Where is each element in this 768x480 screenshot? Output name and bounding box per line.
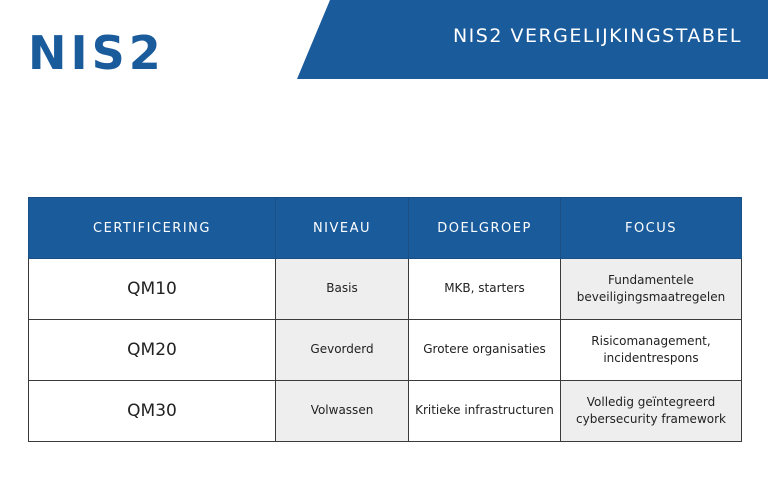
cell-focus-line: Volledig geïntegreerd (586, 394, 716, 409)
cell-niveau: Basis (276, 259, 409, 320)
cell-focus-line: incidentrespons (603, 351, 699, 365)
cell-certificering: QM20 (29, 320, 276, 381)
cell-focus (561, 381, 742, 442)
column-header-niveau: NIVEAU (276, 198, 409, 259)
column-header-focus: FOCUS (561, 198, 742, 259)
column-header-doelgroep: DOELGROEP (409, 198, 561, 259)
page-title: NIS2 VERGELIJKINGSTABEL (452, 25, 742, 47)
cell-focus-line: cybersecurity framework (576, 412, 726, 426)
cell-focus (561, 320, 742, 381)
cell-niveau: Volwassen (276, 381, 409, 442)
cell-doelgroep: Kritieke infrastructuren (409, 381, 561, 442)
cell-certificering: QM10 (29, 259, 276, 320)
cell-focus (561, 259, 742, 320)
cell-niveau: Gevorderd (276, 320, 409, 381)
cell-doelgroep: MKB, starters (409, 259, 561, 320)
cell-focus-line: Fundamentele (608, 272, 694, 287)
cell-certificering: QM30 (29, 381, 276, 442)
table-row (29, 259, 742, 320)
cell-focus-line: beveiligingsmaatregelen (576, 290, 726, 304)
cell-doelgroep: Grotere organisaties (409, 320, 561, 381)
table-row (29, 320, 742, 381)
logo-text: NIS2 (28, 26, 165, 80)
comparison-table (28, 197, 742, 442)
table-row (29, 381, 742, 442)
cell-focus-line: Risicomanagement, (591, 333, 711, 348)
table-header-row (29, 198, 742, 259)
column-header-certificering: CERTIFICERING (29, 198, 276, 259)
